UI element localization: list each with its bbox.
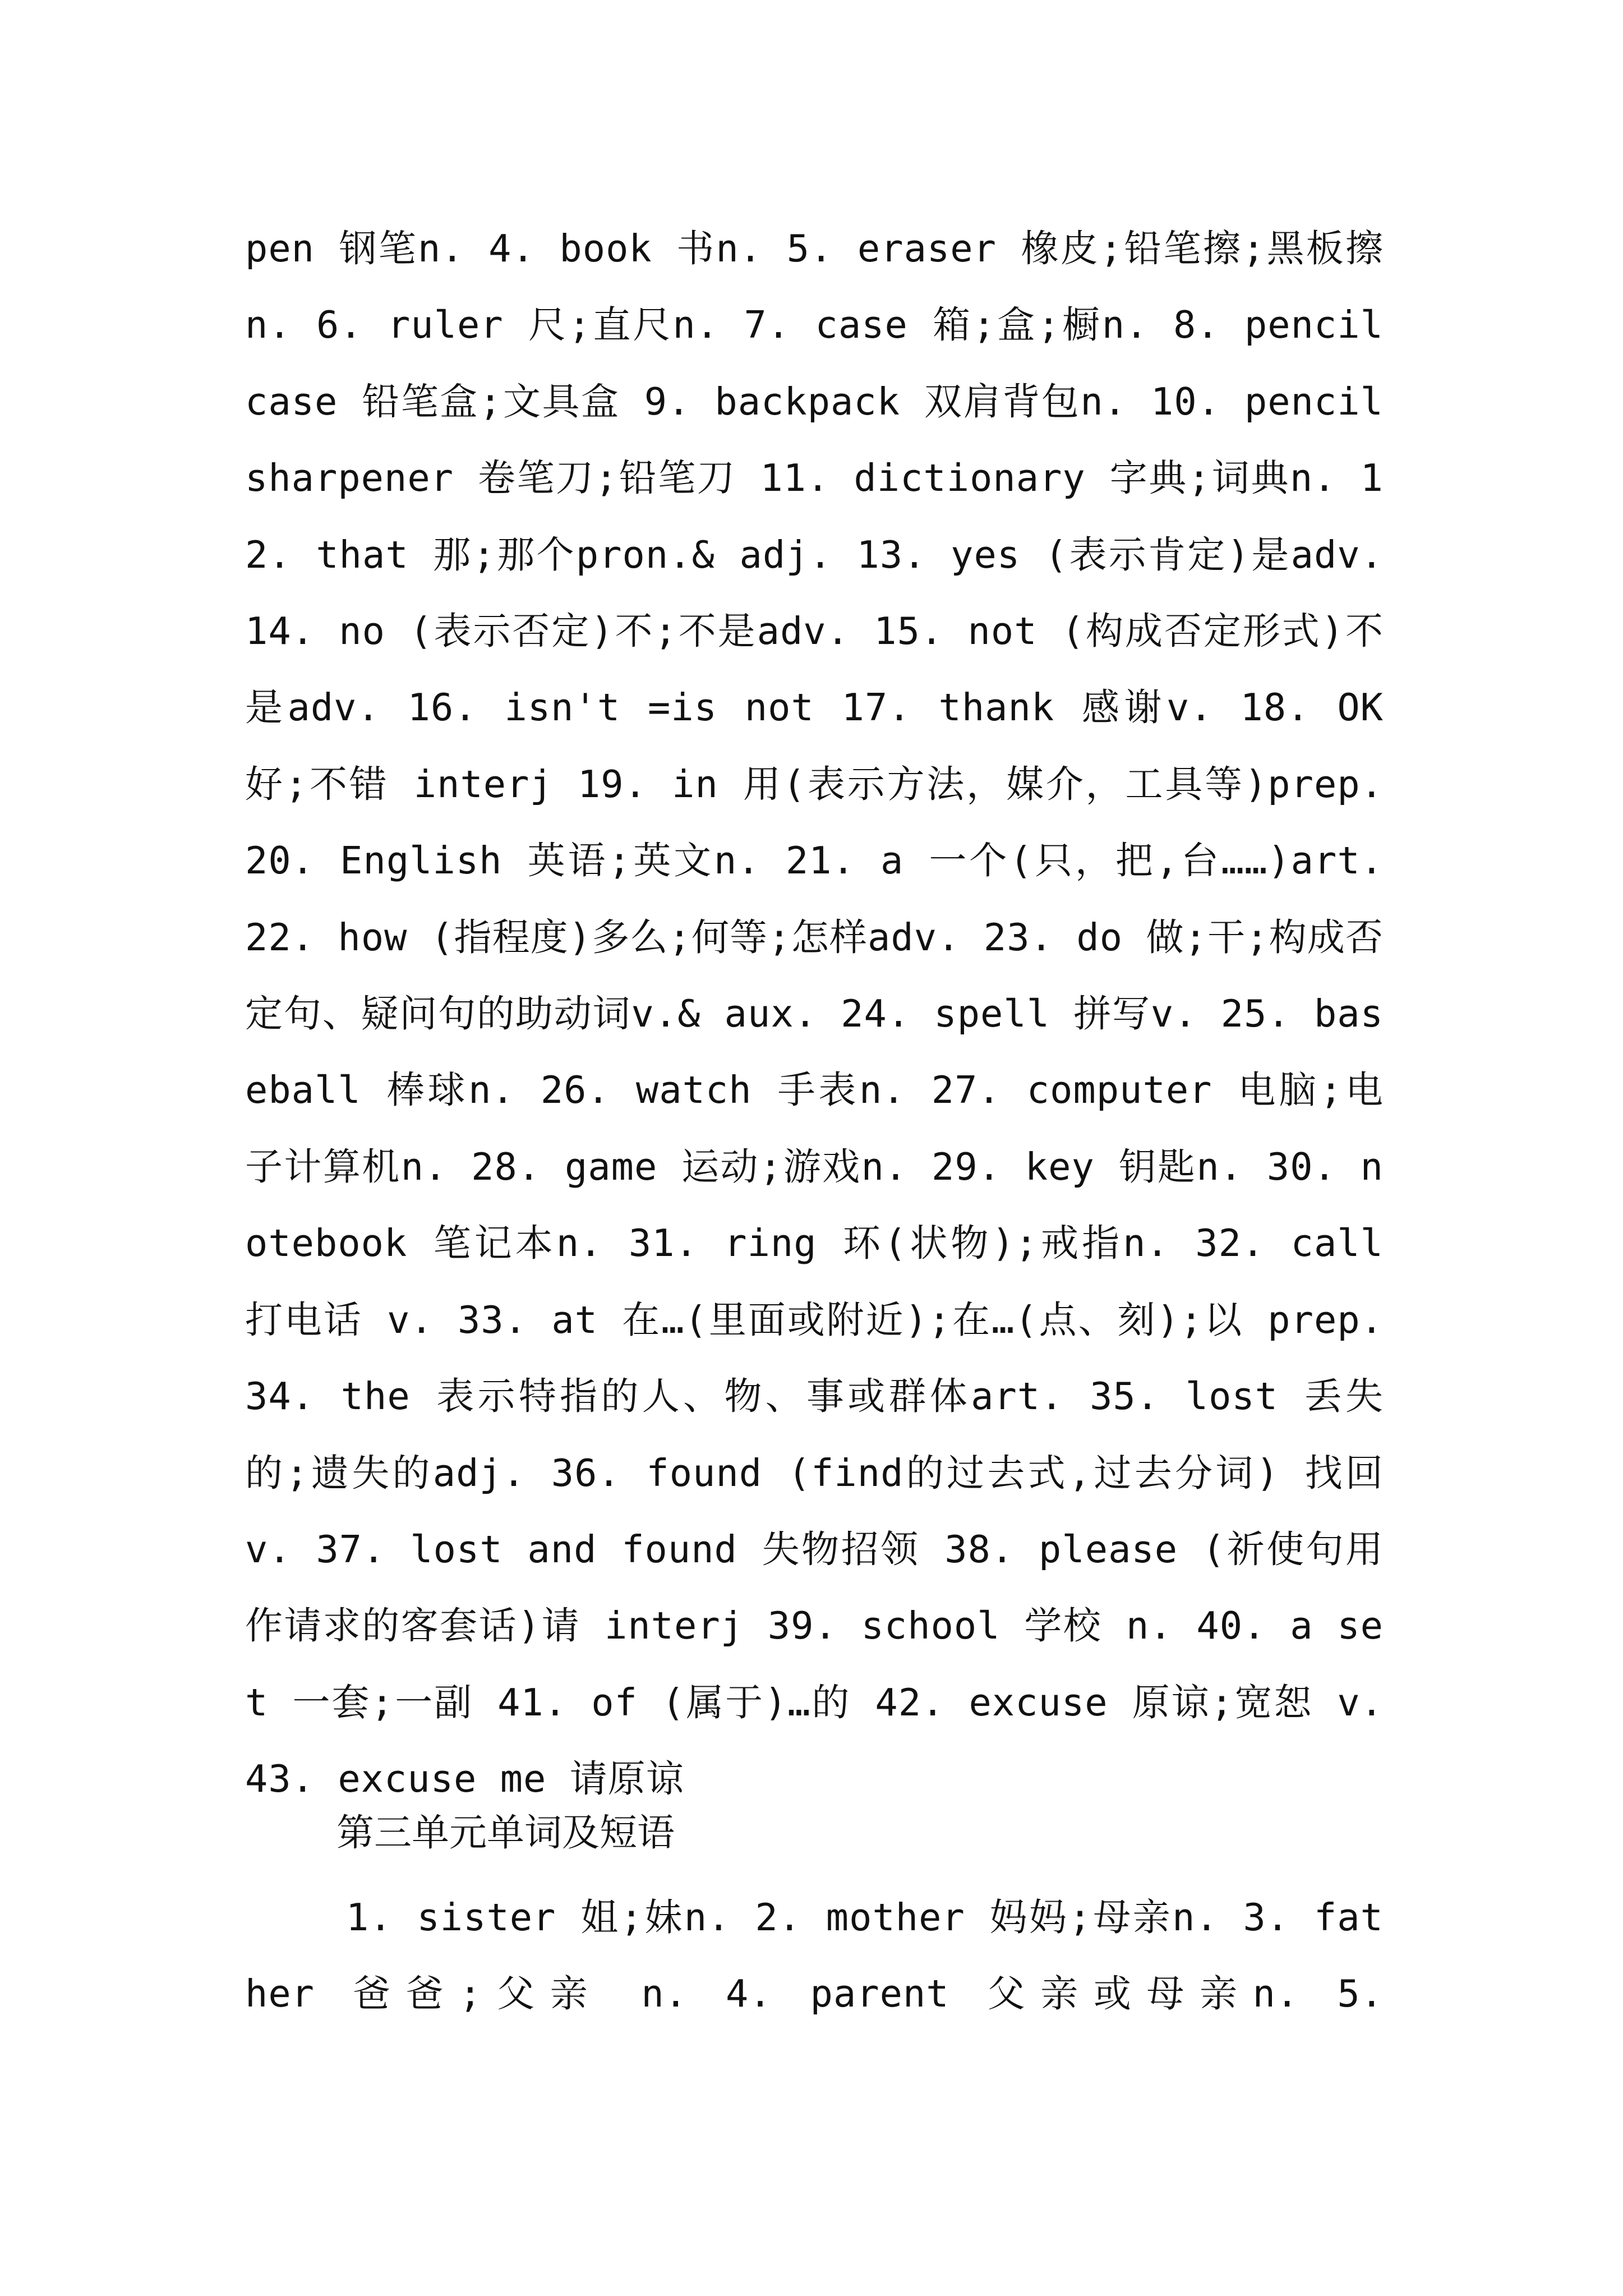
unit3-heading: 第三单元单词及短语 (336, 1811, 675, 1855)
unit2-vocabulary-paragraph: pen 钢笔n. 4. book 书n. 5. eraser 橡皮;铅笔擦;黑板擦n. 6. ruler 尺;直尺n. 7. case 箱;盒;橱n. 8. pencil case 铅笔盒;文具盒 9. backpack 双肩背包n. 10. pencil sharpener 卷笔刀;铅笔刀 11. dictionary 字典;词典n. 12. that 那;那个pron.& adj. 13. yes (表示肯定)是adv. 14. no (表示否定)不;不是adv. 15. not (构成否定形式)不是adv. 16. isn't =is not 17. thank 感谢v. 18. OK 好;不错 interj 19. in 用(表示方法，媒介，工具等)prep. 20. English 英语;英文n. 21. a 一个(只，把,台……)art. 22. how (指程度)多么;何等;怎样adv. 23. do 做;干;构成否定句、疑问句的助动词v.& aux. 24. spell 拼写v. 25. baseball 棒球n. 26. watch 手表n. 27. computer 电脑;电子计算机n. 28. game 运动;游戏n. 29. key 钥匙n. 30. notebook 笔记本n. 31. ring 环(状物);戒指n. 32. call 打电话 v. 33. at 在…(里面或附近);在…(点、刻);以 prep. 34. the 表示特指的人、物、事或群体art. 35. lost 丢失的;遗失的adj. 36. found (find的过去式,过去分词) 找回 v. 37. lost and found 失物招领 38. please (祈使句用作请求的客套话)请 interj 39. school 学校 n. 40. a set 一套;一副 41. of (属于)…的 42. excuse 原谅;宽恕 v. 43. excuse me 请原谅 (245, 227, 1384, 1801)
unit3-vocabulary-paragraph: 1. sister 姐;妹n. 2. mother 妈妈;母亲n. 3. father 爸爸;父亲 n. 4. parent 父亲或母亲n. 5. (245, 1895, 1384, 2016)
